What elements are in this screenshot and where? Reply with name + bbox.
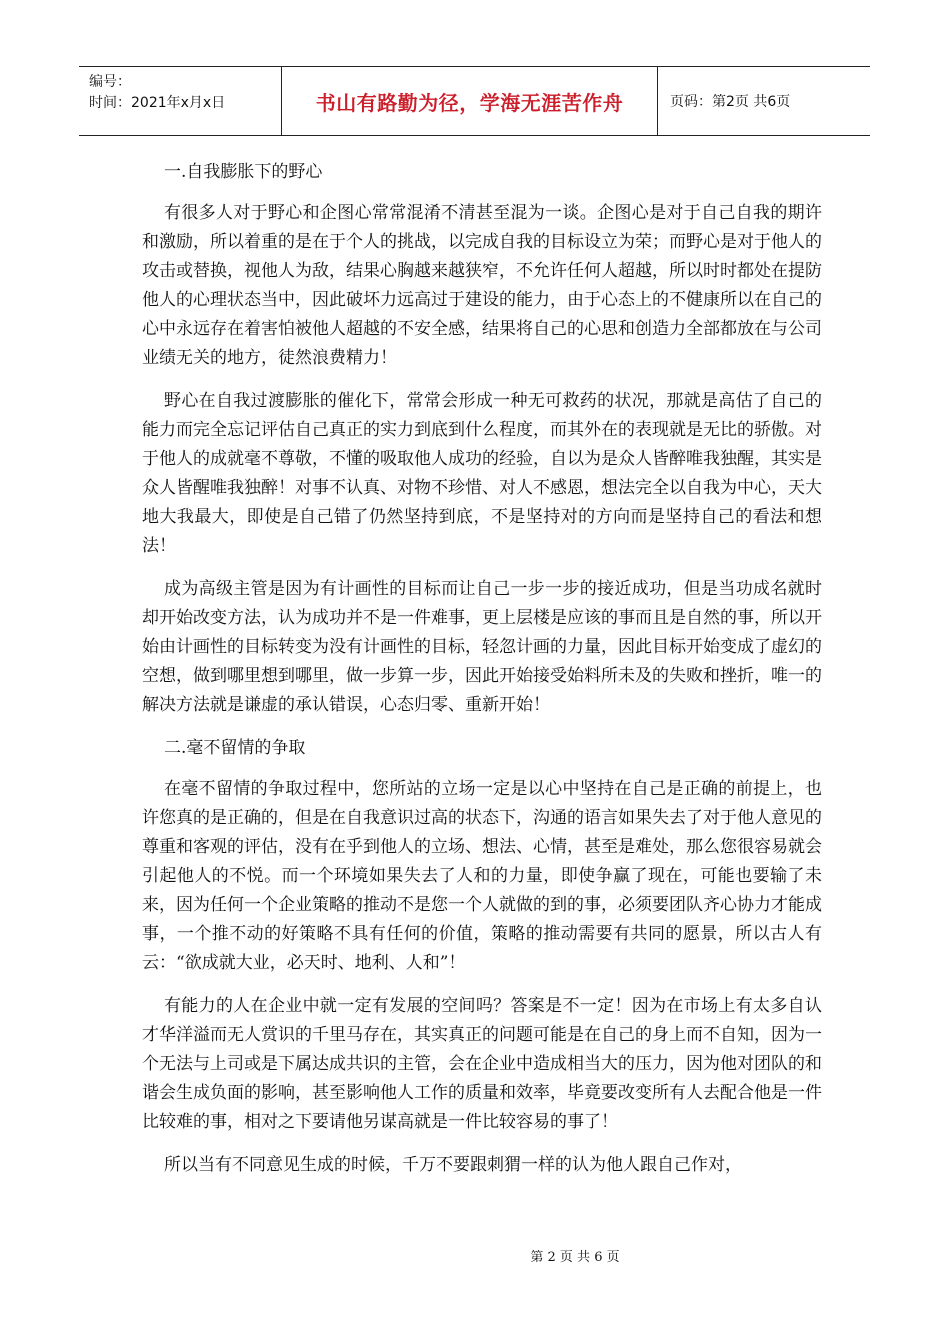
section-heading-1: 一.自我膨胀下的野心 — [164, 162, 323, 182]
paragraph-6: 所以当有不同意见生成的时候，千万不要跟刺猬一样的认为他人跟自己作对， — [164, 1155, 742, 1175]
time-label: 时间：2021年x月x日 — [89, 95, 226, 111]
document-header — [79, 66, 870, 136]
paragraph-2: 野心在自我过渡膨胀的催化下，常常会形成一种无可救药的状况，那就是高估了自己的能力而完全忘记评估自己真正的实力到底到什么程度，而其外在的表现就是无比的骄傲。对于他人的成就毫不尊敬，不懂的吸取他人成功的经验，自以为是众人皆醉唯我独醒，其实是众人皆醒唯我独醉！对事不认真、对物不珍惜、对人不感恩，想法完全以自我为中心，天大地大我最大，即使是自己错了仍然坚持到底，不是坚持对的方向而是坚持自己的看法和想法！ — [142, 391, 822, 556]
paragraph-1: 有很多人对于野心和企图心常常混淆不清甚至混为一谈。企图心是对于自己自我的期许和激励，所以着重的是在于个人的挑战，以完成自我的目标设立为荣；而野心是对于他人的攻击或替换，视他人为敌，结果心胸越来越狭窄，不允许任何人超越，所以时时都处在提防他人的心理状态当中，因此破坏力远高过于建设的能力，由于心态上的不健康所以在自己的心中永远存在着害怕被他人超越的不安全感，结果将自己的心思和创造力全部都放在与公司业绩无关的地方，徒然浪费精力！ — [142, 203, 822, 368]
paragraph-3: 成为高级主管是因为有计画性的目标而让自己一步一步的接近成功，但是当功成名就时却开始改变方法，认为成功并不是一件难事，更上层楼是应该的事而且是自然的事，所以开始由计画性的目标转变为没有计画性的目标，轻忽计画的力量，因此目标开始变成了虚幻的空想，做到哪里想到哪里，做一步算一步，因此开始接受始料所未及的失败和挫折，唯一的解决方法就是谦虚的承认错误，心态归零、重新开始！ — [142, 579, 822, 715]
document-body — [142, 150, 822, 1194]
footer-page-number: 第 2 页 共 6 页 — [530, 1250, 620, 1265]
section-heading-2: 二.毫不留情的争取 — [164, 738, 306, 758]
page-label: 页码：第2页 共6页 — [670, 94, 791, 110]
header-meta-cell — [79, 67, 282, 135]
paragraph-4: 在毫不留情的争取过程中，您所站的立场一定是以心中坚持在自己是正确的前提上，也许您真的是正确的，但是在自我意识过高的状态下，沟通的语言如果失去了对于他人意见的尊重和客观的评估，没有在乎到他人的立场、想法、心情，甚至是难处，那么您很容易就会引起他人的不悦。而一个环境如果失去了人和的力量，即使争赢了现在，可能也要输了未来，因为任何一个企业策略的推动不是您一个人就做的到的事，必须要团队齐心协力才能成事，一个推不动的好策略不具有任何的价值，策略的推动需要有共同的愿景，所以古人有云：“欲成就大业，必天时、地利、人和”！ — [142, 779, 822, 973]
header-page-cell — [658, 67, 870, 135]
number-label: 编号： — [89, 74, 131, 90]
header-motto-cell — [282, 67, 658, 135]
motto-text: 书山有路勤为径，学海无涯苦作舟 — [315, 90, 624, 115]
page-footer — [0, 1246, 950, 1265]
paragraph-5: 有能力的人在企业中就一定有发展的空间吗？答案是不一定！因为在市场上有太多自认才华洋溢而无人赏识的千里马存在，其实真正的问题可能是在自己的身上而不自知，因为一个无法与上司或是下属达成共识的主管，会在企业中造成相当大的压力，因为他对团队的和谐会生成负面的影响，甚至影响他人工作的质量和效率，毕竟要改变所有人去配合他是一件比较难的事，相对之下要请他另谋高就是一件比较容易的事了！ — [142, 996, 822, 1132]
